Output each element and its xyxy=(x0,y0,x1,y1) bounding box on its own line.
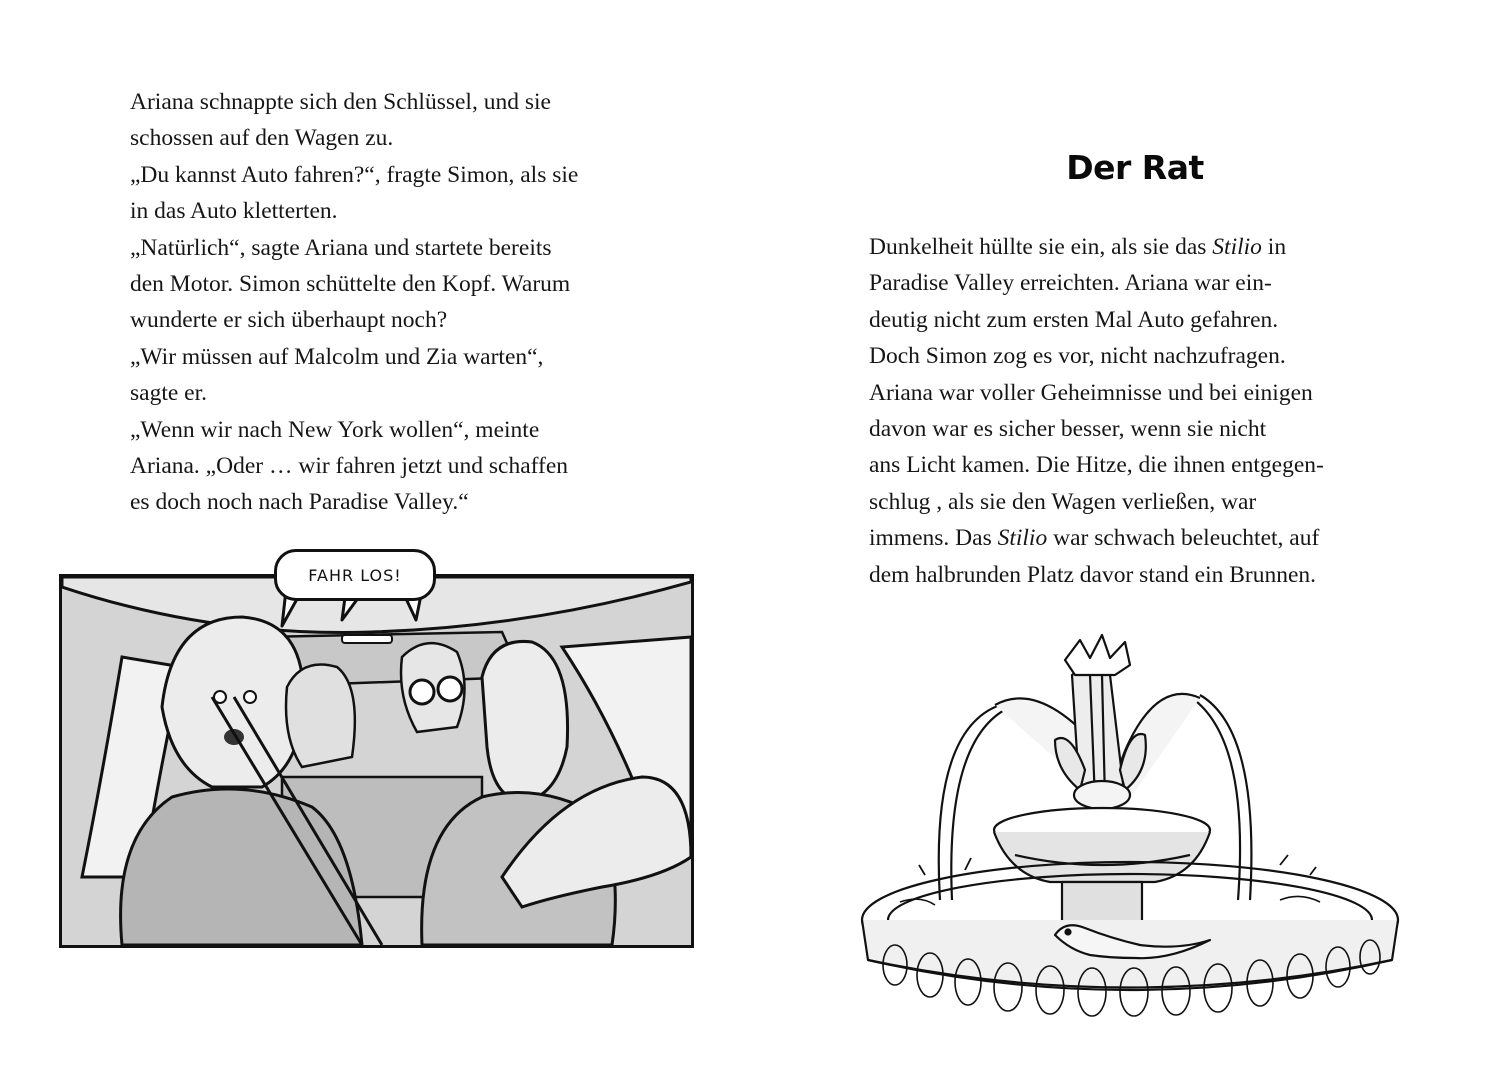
text-line: deutig nicht zum ersten Mal Auto gefahren. xyxy=(869,306,1279,333)
text-line: schlug , als sie den Wagen verließen, war xyxy=(869,488,1257,515)
fountain-illustration xyxy=(840,620,1420,1020)
text-line: Ariana war voller Geheimnisse und bei einigen xyxy=(869,379,1313,406)
text-line: in das Auto kletterten. xyxy=(130,198,338,225)
text-line: „Wenn wir nach New York wollen“, meinte xyxy=(130,416,540,443)
text-line: Dunkelheit hüllte sie ein, als sie das Stilio in xyxy=(869,234,1287,260)
text-line: „Wir müssen auf Malcolm und Zia warten“, xyxy=(130,343,544,370)
text-line: sagte er. xyxy=(130,380,207,407)
text-line: Ariana schnappte sich den Schlüssel, und sie xyxy=(130,89,551,115)
text-line: dem halbrunden Platz davor stand ein Brunnen. xyxy=(869,561,1317,588)
comic-panel-car-scene xyxy=(59,574,694,948)
text-line: immens. Das Stilio war schwach beleuchtet, auf xyxy=(869,525,1320,552)
text-line: ans Licht kamen. Die Hitze, die ihnen entgegen- xyxy=(869,452,1324,479)
text-line: Ariana. „Oder … wir fahren jetzt und schaffen xyxy=(130,452,569,479)
right-page-text xyxy=(869,229,1324,593)
text-line: „Natürlich“, sagte Ariana und startete bereits xyxy=(130,234,552,261)
chapter-title: Der Rat xyxy=(1066,148,1204,187)
text-line: wunderte er sich überhaupt noch? xyxy=(130,307,448,334)
text-line: schossen auf den Wagen zu. xyxy=(130,125,394,152)
text-line: es doch noch nach Paradise Valley.“ xyxy=(130,489,469,516)
text-line: Doch Simon zog es vor, nicht nachzufragen. xyxy=(869,343,1286,370)
car-interior-illustration xyxy=(62,577,691,945)
left-page-text xyxy=(130,84,578,521)
text-line: den Motor. Simon schüttelte den Kopf. Warum xyxy=(130,270,571,297)
text-line: davon war es sicher besser, wenn sie nicht xyxy=(869,415,1267,442)
text-line: „Du kannst Auto fahren?“, fragte Simon, als sie xyxy=(130,161,579,188)
text-line: Paradise Valley erreichten. Ariana war ein- xyxy=(869,270,1272,297)
speech-bubble-text: FAHR LOS! xyxy=(308,565,402,585)
speech-bubble xyxy=(274,549,436,601)
